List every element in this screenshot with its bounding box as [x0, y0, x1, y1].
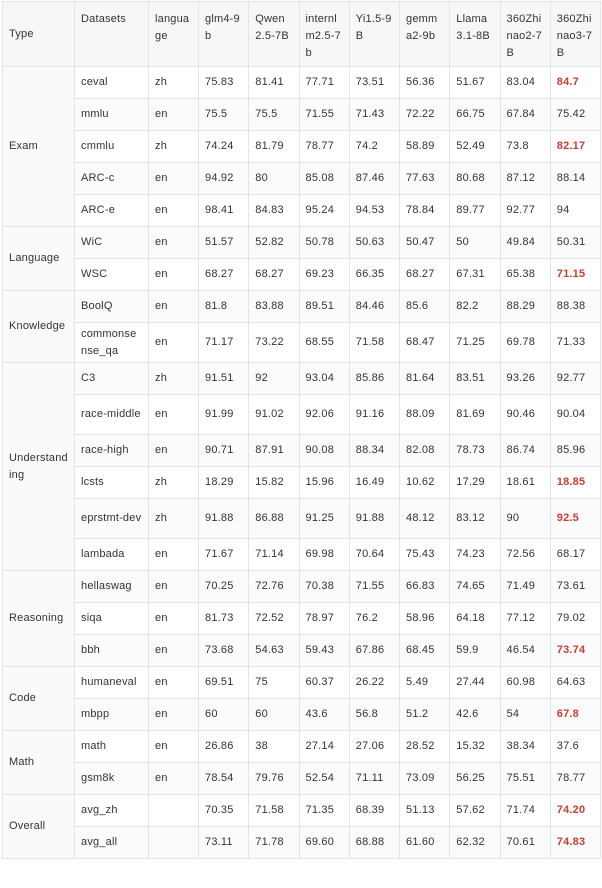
score-cell: 71.11: [349, 763, 399, 795]
score-cell: 42.6: [450, 699, 500, 731]
score-cell: 66.75: [450, 99, 500, 131]
score-cell: 51.13: [400, 795, 450, 827]
dataset-cell: ARC-e: [75, 195, 149, 227]
language-cell: en: [149, 99, 199, 131]
score-cell-360zhinao3: 68.17: [550, 539, 600, 571]
score-cell: 27.44: [450, 667, 500, 699]
header-model: 360Zhinao2-7B: [500, 2, 550, 67]
score-cell: 78.73: [450, 435, 500, 467]
score-cell: 78.54: [199, 763, 249, 795]
type-cell: Reasoning: [3, 571, 75, 667]
score-cell: 71.49: [500, 571, 550, 603]
score-cell: 38: [249, 731, 299, 763]
score-cell: 83.88: [249, 291, 299, 323]
score-cell: 86.88: [249, 499, 299, 539]
score-cell: 69.23: [299, 259, 349, 291]
dataset-cell: lcsts: [75, 467, 149, 499]
table-row: [3, 795, 601, 827]
score-cell: 59.9: [450, 635, 500, 667]
score-cell: 52.54: [299, 763, 349, 795]
table-row: [3, 195, 601, 227]
language-cell: en: [149, 635, 199, 667]
language-cell: en: [149, 571, 199, 603]
score-cell: 84.46: [349, 291, 399, 323]
table-row: [3, 827, 601, 859]
score-cell: 64.18: [450, 603, 500, 635]
score-cell: 54: [500, 699, 550, 731]
score-cell: 67.84: [500, 99, 550, 131]
language-cell: zh: [149, 499, 199, 539]
table-row: [3, 163, 601, 195]
header-model: Qwen2.5-7B: [249, 2, 299, 67]
type-cell: Math: [3, 731, 75, 795]
dataset-cell: eprstmt-dev: [75, 499, 149, 539]
language-cell: en: [149, 395, 199, 435]
table-row: [3, 763, 601, 795]
score-cell: 75.83: [199, 67, 249, 99]
score-cell: 83.04: [500, 67, 550, 99]
score-cell-360zhinao3: 88.38: [550, 291, 600, 323]
score-cell: 58.96: [400, 603, 450, 635]
score-cell: 71.58: [349, 323, 399, 363]
score-cell: 82.08: [400, 435, 450, 467]
score-cell-360zhinao3: 37.6: [550, 731, 600, 763]
score-cell: 75.5: [199, 99, 249, 131]
score-cell: 81.69: [450, 395, 500, 435]
score-cell: 94.92: [199, 163, 249, 195]
dataset-cell: cmmlu: [75, 131, 149, 163]
score-cell: 75.51: [500, 763, 550, 795]
score-cell: 71.78: [249, 827, 299, 859]
score-cell: 78.84: [400, 195, 450, 227]
score-cell-360zhinao3: 92.5: [550, 499, 600, 539]
table-row: [3, 131, 601, 163]
dataset-cell: race-high: [75, 435, 149, 467]
language-cell: zh: [149, 467, 199, 499]
benchmark-table: [2, 1, 601, 859]
score-cell-360zhinao3: 82.17: [550, 131, 600, 163]
score-cell: 71.43: [349, 99, 399, 131]
score-cell: 68.27: [249, 259, 299, 291]
score-cell: 88.34: [349, 435, 399, 467]
score-cell: 91.02: [249, 395, 299, 435]
score-cell: 50.63: [349, 227, 399, 259]
language-cell: en: [149, 435, 199, 467]
table-row: [3, 731, 601, 763]
score-cell-360zhinao3: 94: [550, 195, 600, 227]
table-row: [3, 363, 601, 395]
score-cell: 86.74: [500, 435, 550, 467]
score-cell: 75.5: [249, 99, 299, 131]
score-cell: 27.06: [349, 731, 399, 763]
table-row: [3, 699, 601, 731]
table-row: [3, 603, 601, 635]
score-cell: 92: [249, 363, 299, 395]
score-cell: 50: [450, 227, 500, 259]
score-cell: 71.55: [349, 571, 399, 603]
score-cell-360zhinao3: 74.20: [550, 795, 600, 827]
score-cell: 73.22: [249, 323, 299, 363]
score-cell: 91.16: [349, 395, 399, 435]
score-cell: 62.32: [450, 827, 500, 859]
score-cell: 68.47: [400, 323, 450, 363]
table-row: [3, 539, 601, 571]
score-cell-360zhinao3: 84.7: [550, 67, 600, 99]
score-cell: 10.62: [400, 467, 450, 499]
score-cell: 87.46: [349, 163, 399, 195]
type-cell: Exam: [3, 67, 75, 227]
score-cell: 81.41: [249, 67, 299, 99]
dataset-cell: mbpp: [75, 699, 149, 731]
score-cell: 74.65: [450, 571, 500, 603]
score-cell: 90.46: [500, 395, 550, 435]
score-cell: 82.2: [450, 291, 500, 323]
score-cell: 27.14: [299, 731, 349, 763]
score-cell: 60.37: [299, 667, 349, 699]
score-cell: 69.51: [199, 667, 249, 699]
score-cell: 93.04: [299, 363, 349, 395]
score-cell: 81.64: [400, 363, 450, 395]
dataset-cell: ARC-c: [75, 163, 149, 195]
score-cell: 71.74: [500, 795, 550, 827]
score-cell: 73.51: [349, 67, 399, 99]
table-row: [3, 395, 601, 435]
score-cell: 73.09: [400, 763, 450, 795]
score-cell: 66.35: [349, 259, 399, 291]
score-cell: 90: [500, 499, 550, 539]
score-cell: 83.51: [450, 363, 500, 395]
dataset-cell: BoolQ: [75, 291, 149, 323]
language-cell: en: [149, 195, 199, 227]
score-cell: 74.2: [349, 131, 399, 163]
type-cell: Code: [3, 667, 75, 731]
table-row: [3, 99, 601, 131]
score-cell: 93.26: [500, 363, 550, 395]
score-cell: 68.55: [299, 323, 349, 363]
score-cell: 71.35: [299, 795, 349, 827]
table-row: [3, 635, 601, 667]
score-cell-360zhinao3: 85.96: [550, 435, 600, 467]
score-cell: 78.97: [299, 603, 349, 635]
language-cell: en: [149, 259, 199, 291]
language-cell: en: [149, 763, 199, 795]
header-model: Llama3.1-8B: [450, 2, 500, 67]
header-model: glm4-9b: [199, 2, 249, 67]
score-cell: 5.49: [400, 667, 450, 699]
score-cell: 83.12: [450, 499, 500, 539]
score-cell: 79.76: [249, 763, 299, 795]
score-cell-360zhinao3: 78.77: [550, 763, 600, 795]
language-cell: zh: [149, 131, 199, 163]
score-cell: 87.91: [249, 435, 299, 467]
score-cell: 17.29: [450, 467, 500, 499]
score-cell: 85.86: [349, 363, 399, 395]
table-row: [3, 467, 601, 499]
score-cell: 95.24: [299, 195, 349, 227]
score-cell: 51.57: [199, 227, 249, 259]
score-cell: 91.99: [199, 395, 249, 435]
score-cell: 70.35: [199, 795, 249, 827]
dataset-cell: hellaswag: [75, 571, 149, 603]
dataset-cell: humaneval: [75, 667, 149, 699]
score-cell: 70.61: [500, 827, 550, 859]
dataset-cell: bbh: [75, 635, 149, 667]
score-cell: 49.84: [500, 227, 550, 259]
type-cell: Language: [3, 227, 75, 291]
score-cell: 75.43: [400, 539, 450, 571]
score-cell: 15.96: [299, 467, 349, 499]
score-cell: 50.78: [299, 227, 349, 259]
header-language: language: [149, 2, 199, 67]
score-cell: 73.68: [199, 635, 249, 667]
language-cell: en: [149, 323, 199, 363]
score-cell: 77.12: [500, 603, 550, 635]
score-cell: 71.55: [299, 99, 349, 131]
score-cell: 58.89: [400, 131, 450, 163]
type-cell: Understanding: [3, 363, 75, 571]
score-cell: 54.63: [249, 635, 299, 667]
score-cell: 38.34: [500, 731, 550, 763]
score-cell-360zhinao3: 50.31: [550, 227, 600, 259]
score-cell-360zhinao3: 88.14: [550, 163, 600, 195]
language-cell: en: [149, 699, 199, 731]
table-row: [3, 227, 601, 259]
header-type: Type: [3, 2, 75, 67]
score-cell: 81.8: [199, 291, 249, 323]
score-cell: 60.98: [500, 667, 550, 699]
dataset-cell: gsm8k: [75, 763, 149, 795]
score-cell: 60: [249, 699, 299, 731]
header-model: 360Zhinao3-7B: [550, 2, 600, 67]
header-datasets: Datasets: [75, 2, 149, 67]
language-cell: [149, 827, 199, 859]
language-cell: en: [149, 227, 199, 259]
score-cell-360zhinao3: 67.8: [550, 699, 600, 731]
score-cell: 78.77: [299, 131, 349, 163]
dataset-cell: WiC: [75, 227, 149, 259]
score-cell: 59.43: [299, 635, 349, 667]
score-cell: 80.68: [450, 163, 500, 195]
score-cell: 56.36: [400, 67, 450, 99]
score-cell: 76.2: [349, 603, 399, 635]
score-cell: 71.67: [199, 539, 249, 571]
score-cell: 88.09: [400, 395, 450, 435]
score-cell: 16.49: [349, 467, 399, 499]
score-cell: 74.24: [199, 131, 249, 163]
table-row: [3, 667, 601, 699]
table-row: [3, 67, 601, 99]
score-cell: 68.27: [400, 259, 450, 291]
score-cell: 91.51: [199, 363, 249, 395]
score-cell: 72.22: [400, 99, 450, 131]
type-cell: Overall: [3, 795, 75, 859]
score-cell: 81.73: [199, 603, 249, 635]
score-cell: 92.06: [299, 395, 349, 435]
score-cell: 70.64: [349, 539, 399, 571]
score-cell: 90.71: [199, 435, 249, 467]
score-cell: 69.78: [500, 323, 550, 363]
score-cell: 87.12: [500, 163, 550, 195]
score-cell: 48.12: [400, 499, 450, 539]
score-cell: 75: [249, 667, 299, 699]
score-cell: 69.60: [299, 827, 349, 859]
score-cell: 26.22: [349, 667, 399, 699]
dataset-cell: avg_all: [75, 827, 149, 859]
score-cell: 51.67: [450, 67, 500, 99]
score-cell: 18.61: [500, 467, 550, 499]
score-cell: 67.86: [349, 635, 399, 667]
language-cell: [149, 795, 199, 827]
language-cell: en: [149, 163, 199, 195]
score-cell-360zhinao3: 79.02: [550, 603, 600, 635]
score-cell: 72.76: [249, 571, 299, 603]
score-cell: 71.14: [249, 539, 299, 571]
score-cell: 65.38: [500, 259, 550, 291]
table-row: [3, 259, 601, 291]
score-cell: 60: [199, 699, 249, 731]
score-cell: 70.25: [199, 571, 249, 603]
score-cell: 15.82: [249, 467, 299, 499]
score-cell-360zhinao3: 18.85: [550, 467, 600, 499]
score-cell: 81.79: [249, 131, 299, 163]
dataset-cell: WSC: [75, 259, 149, 291]
table-body: [3, 67, 601, 859]
score-cell: 77.71: [299, 67, 349, 99]
score-cell: 28.52: [400, 731, 450, 763]
table-row: [3, 499, 601, 539]
score-cell: 91.25: [299, 499, 349, 539]
dataset-cell: lambada: [75, 539, 149, 571]
score-cell-360zhinao3: 71.15: [550, 259, 600, 291]
score-cell: 74.23: [450, 539, 500, 571]
score-cell: 85.6: [400, 291, 450, 323]
language-cell: en: [149, 731, 199, 763]
score-cell: 89.51: [299, 291, 349, 323]
score-cell: 70.38: [299, 571, 349, 603]
score-cell: 73.8: [500, 131, 550, 163]
score-cell: 71.17: [199, 323, 249, 363]
score-cell: 51.2: [400, 699, 450, 731]
score-cell: 46.54: [500, 635, 550, 667]
score-cell: 18.29: [199, 467, 249, 499]
score-cell: 91.88: [349, 499, 399, 539]
score-cell: 52.82: [249, 227, 299, 259]
score-cell: 72.52: [249, 603, 299, 635]
score-cell: 71.25: [450, 323, 500, 363]
score-cell: 68.27: [199, 259, 249, 291]
table-row: [3, 291, 601, 323]
language-cell: en: [149, 667, 199, 699]
score-cell: 91.88: [199, 499, 249, 539]
score-cell: 89.77: [450, 195, 500, 227]
dataset-cell: avg_zh: [75, 795, 149, 827]
dataset-cell: math: [75, 731, 149, 763]
score-cell-360zhinao3: 73.61: [550, 571, 600, 603]
language-cell: zh: [149, 363, 199, 395]
score-cell-360zhinao3: 75.42: [550, 99, 600, 131]
score-cell: 94.53: [349, 195, 399, 227]
type-cell: Knowledge: [3, 291, 75, 363]
score-cell-360zhinao3: 64.63: [550, 667, 600, 699]
score-cell-360zhinao3: 74.83: [550, 827, 600, 859]
score-cell: 61.60: [400, 827, 450, 859]
table-row: [3, 435, 601, 467]
score-cell-360zhinao3: 71.33: [550, 323, 600, 363]
dataset-cell: commonsense_qa: [75, 323, 149, 363]
score-cell: 52.49: [450, 131, 500, 163]
score-cell-360zhinao3: 90.04: [550, 395, 600, 435]
score-cell: 71.58: [249, 795, 299, 827]
dataset-cell: C3: [75, 363, 149, 395]
score-cell: 73.11: [199, 827, 249, 859]
header-model: Yi1.5-9B: [349, 2, 399, 67]
score-cell: 92.77: [500, 195, 550, 227]
score-cell-360zhinao3: 92.77: [550, 363, 600, 395]
header-model: internlm2.5-7b: [299, 2, 349, 67]
language-cell: en: [149, 539, 199, 571]
dataset-cell: siqa: [75, 603, 149, 635]
score-cell: 88.29: [500, 291, 550, 323]
table-row: [3, 571, 601, 603]
language-cell: en: [149, 291, 199, 323]
score-cell: 68.39: [349, 795, 399, 827]
score-cell: 90.08: [299, 435, 349, 467]
score-cell: 57.62: [450, 795, 500, 827]
score-cell: 67.31: [450, 259, 500, 291]
score-cell: 66.83: [400, 571, 450, 603]
score-cell: 98.41: [199, 195, 249, 227]
score-cell: 69.98: [299, 539, 349, 571]
score-cell: 26.86: [199, 731, 249, 763]
score-cell: 85.08: [299, 163, 349, 195]
score-cell: 68.88: [349, 827, 399, 859]
dataset-cell: race-middle: [75, 395, 149, 435]
score-cell: 50.47: [400, 227, 450, 259]
score-cell: 15.32: [450, 731, 500, 763]
score-cell-360zhinao3: 73.74: [550, 635, 600, 667]
score-cell: 80: [249, 163, 299, 195]
score-cell: 56.8: [349, 699, 399, 731]
score-cell: 72.56: [500, 539, 550, 571]
score-cell: 43.6: [299, 699, 349, 731]
header-model: gemma2-9b: [400, 2, 450, 67]
table-header: [3, 2, 601, 67]
language-cell: zh: [149, 67, 199, 99]
language-cell: en: [149, 603, 199, 635]
score-cell: 68.45: [400, 635, 450, 667]
score-cell: 56.25: [450, 763, 500, 795]
dataset-cell: mmlu: [75, 99, 149, 131]
table-row: [3, 323, 601, 363]
score-cell: 84.83: [249, 195, 299, 227]
dataset-cell: ceval: [75, 67, 149, 99]
score-cell: 77.63: [400, 163, 450, 195]
